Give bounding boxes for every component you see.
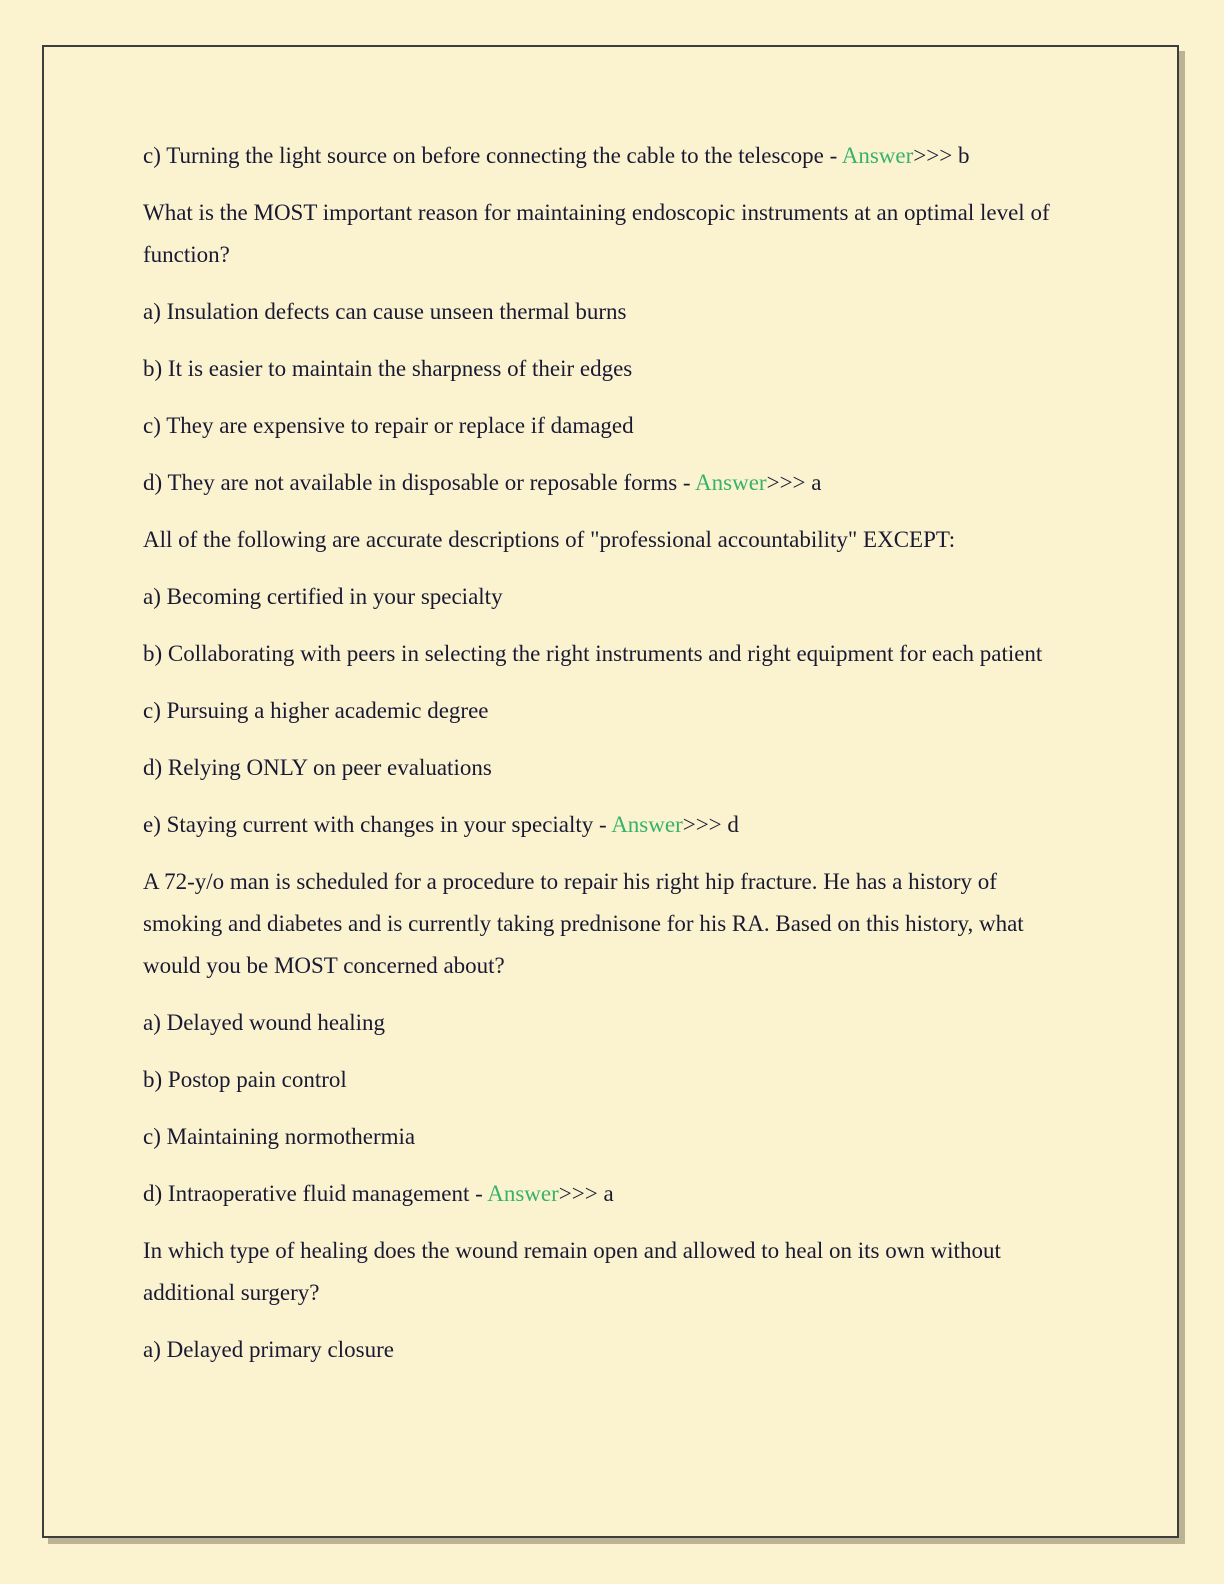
text-segment: a) Delayed wound healing (143, 1010, 386, 1035)
paragraph (143, 519, 1068, 561)
text-segment: c) Maintaining normothermia (143, 1124, 416, 1149)
text-segment: A 72-y/o man is scheduled for a procedure to repair his right hip fracture. He has a history of smoking and diabetes and is currently taking prednisone for his RA. Based on this history, what would you be MOST concerned about? (143, 869, 1024, 978)
text-segment: b) It is easier to maintain the sharpness of their edges (143, 356, 633, 381)
text-segment: d) Relying ONLY on peer evaluations (143, 755, 492, 780)
text-segment: c) Turning the light source on before connecting the cable to the telescope - (143, 143, 842, 168)
text-segment: a) Insulation defects can cause unseen thermal burns (143, 299, 627, 324)
paragraph (143, 462, 1068, 504)
paragraph (143, 291, 1068, 333)
text-segment: d) They are not available in disposable or reposable forms - (143, 470, 696, 495)
paragraph (143, 192, 1068, 276)
paragraph (143, 861, 1068, 987)
text-segment: b) Postop pain control (143, 1067, 347, 1092)
paragraph (143, 135, 1068, 177)
text-segment: b) Collaborating with peers in selecting the right instruments and right equipment for each patient (143, 641, 1043, 666)
text-segment: >>> a (766, 470, 822, 495)
page-border-frame (42, 45, 1179, 1538)
text-segment: >>> b (913, 143, 970, 168)
paragraph (143, 576, 1068, 618)
answer-label: Answer (695, 470, 767, 495)
paragraph (143, 405, 1068, 447)
text-segment: What is the MOST important reason for maintaining endoscopic instruments at an optimal level of function? (143, 200, 1050, 267)
paragraph (143, 690, 1068, 732)
paragraph (143, 1116, 1068, 1158)
text-segment: a) Becoming certified in your specialty (143, 584, 503, 609)
text-segment: c) They are expensive to repair or replace if damaged (143, 413, 634, 438)
paragraph (143, 348, 1068, 390)
document-body (143, 135, 1068, 1386)
text-segment: a) Delayed primary closure (143, 1337, 394, 1362)
paragraph (143, 1173, 1068, 1215)
answer-label: Answer (841, 143, 914, 168)
paragraph (143, 747, 1068, 789)
text-segment: >>> d (682, 812, 739, 837)
text-segment: All of the following are accurate descriptions of "professional accountability" EXCEPT: (143, 527, 956, 552)
text-segment: e) Staying current with changes in your specialty - (143, 812, 612, 837)
text-segment: In which type of healing does the wound remain open and allowed to heal on its own without additional surgery? (143, 1238, 1001, 1305)
paragraph (143, 1230, 1068, 1314)
text-segment: >>> a (558, 1181, 614, 1206)
text-segment: d) Intraoperative fluid management - (143, 1181, 488, 1206)
answer-label: Answer (611, 812, 683, 837)
paragraph (143, 1329, 1068, 1371)
paragraph (143, 1002, 1068, 1044)
answer-label: Answer (487, 1181, 559, 1206)
text-segment: c) Pursuing a higher academic degree (143, 698, 489, 723)
paragraph (143, 633, 1068, 675)
paragraph (143, 804, 1068, 846)
paragraph (143, 1059, 1068, 1101)
